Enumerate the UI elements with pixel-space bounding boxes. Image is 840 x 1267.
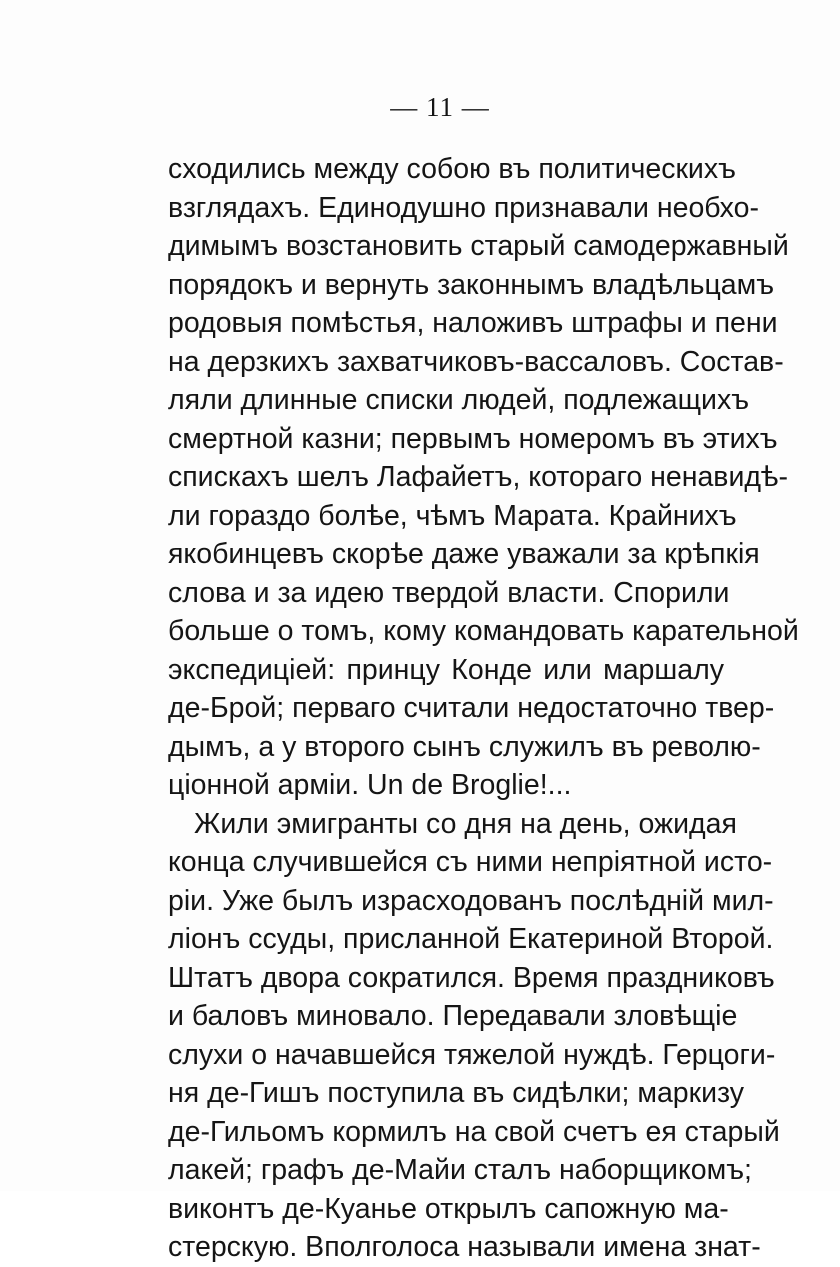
text-line: взглядахъ. Единодушно признавали необхо- <box>168 191 759 224</box>
paragraph-2 <box>168 805 780 1267</box>
text-line: ліонъ ссуды, присланной Екатериной Второй. <box>168 923 774 955</box>
text-line: ли гораздо болѣе, чѣмъ Марата. Крайнихъ <box>168 499 737 532</box>
text-line: слова и за идею твердой власти. Спорили <box>168 576 730 609</box>
text-line: на дерзкихъ захватчиковъ-вассаловъ. Состав- <box>168 345 784 378</box>
text-line: слухи о начавшейся тяжелой нуждѣ. Герцоги- <box>168 1038 776 1071</box>
text-line: смертной казни; первымъ номеромъ въ этихъ <box>168 422 778 455</box>
page-number: — 11 — <box>390 92 490 122</box>
text-line: де-Гильомъ кормилъ на свой счетъ ея старый <box>168 1115 780 1148</box>
text-line: сходились между собою въ политическихъ <box>168 153 736 185</box>
text-line: и баловъ миновало. Передавали зловѣщіе <box>168 1000 738 1032</box>
text-line: экспедиціей: принцу Конде или маршалу <box>168 653 724 686</box>
text-line: димымъ возстановить старый самодержавный <box>168 230 789 262</box>
text-line: конца случившейся съ ними непріятной исто- <box>168 846 773 878</box>
text-line: лакей; графъ де-Майи сталъ наборщикомъ; <box>168 1154 752 1186</box>
text-line: стерскую. Вполголоса называли имена знат- <box>168 1231 761 1263</box>
text-line: ляли длинные списки людей, подлежащихъ <box>168 384 750 416</box>
text-line: ріи. Уже былъ израсходованъ послѣдній мил- <box>168 884 774 917</box>
paragraph-1 <box>168 150 799 805</box>
text-line: де-Брой; перваго считали недостаточно твер- <box>168 692 775 724</box>
text-line: спискахъ шелъ Лафайетъ, котораго ненавидѣ- <box>168 461 788 493</box>
text-line: порядокъ и вернуть законнымъ владѣльцамъ <box>168 268 775 301</box>
text-line: родовыя помѣстья, наложивъ штрафы и пени <box>168 307 778 339</box>
body-text <box>168 150 799 1267</box>
text-line: ціонной арміи. Un de Broglie!... <box>168 769 572 801</box>
text-line: ня де-Гишъ поступила въ сидѣлки; маркизу <box>168 1077 745 1109</box>
text-line: дымъ, а у второго сынъ служилъ въ револю- <box>168 730 761 763</box>
text-line: Штатъ двора сократился. Время праздниковъ <box>168 961 775 994</box>
text-line: якобинцевъ скорѣе даже уважали за крѣпкія <box>168 538 760 570</box>
text-line: больше о томъ, кому командовать карательной <box>168 615 799 647</box>
text-line: виконтъ де-Куанье открылъ сапожную ма- <box>168 1192 729 1225</box>
text-line: Жили эмигранты со дня на день, ожидая <box>194 807 737 840</box>
